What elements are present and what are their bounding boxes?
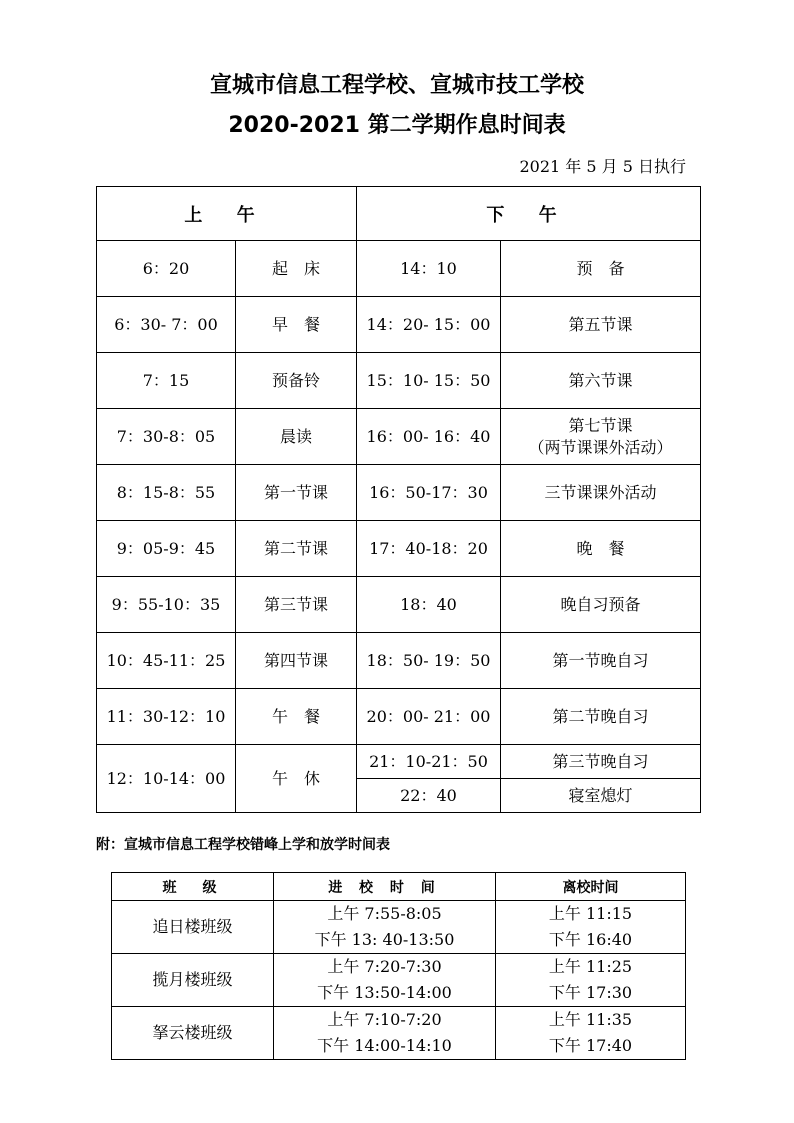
schedule-row [97,241,701,297]
arrival-afternoon: 下午 14:00-14:10 [317,1036,452,1055]
class-name: 揽月楼班级 [112,954,274,1007]
morning-time: 12：10-14：00 [97,745,236,813]
arrival-afternoon: 下午 13:50-14:00 [317,983,452,1002]
afternoon-event: 寝室熄灯 [501,779,701,813]
arrival-morning: 上午 7:55-8:05 [327,904,442,923]
departure-afternoon: 下午 17:30 [548,983,633,1002]
afternoon-event-label: 晚自习预备 [560,594,641,614]
afternoon-event [501,409,701,465]
morning-event: 第四节课 [236,633,357,689]
schedule-row [97,297,701,353]
morning-time: 9：05-9：45 [97,521,236,577]
departure-times [496,1007,686,1060]
stagger-row [112,1007,686,1060]
morning-event: 晨读 [236,409,357,465]
afternoon-event-note: （两节课课外活动） [528,437,673,457]
header-afternoon: 下 午 [357,187,701,241]
afternoon-event-label: 晚 餐 [576,538,625,558]
morning-time: 9：55-10：35 [97,577,236,633]
afternoon-time: 15：10- 15：50 [357,353,501,409]
stagger-row [112,901,686,954]
afternoon-time: 22：40 [357,779,501,813]
departure-times [496,954,686,1007]
afternoon-event-label: 第六节课 [568,370,633,390]
afternoon-time: 21：10-21：50 [357,745,501,779]
morning-event: 午 餐 [236,689,357,745]
morning-time: 8：15-8：55 [97,465,236,521]
afternoon-event [501,577,701,633]
afternoon-event-label: 预 备 [576,258,625,278]
morning-time: 10：45-11：25 [97,633,236,689]
class-name: 拏云楼班级 [112,1007,274,1060]
afternoon-time: 20：00- 21：00 [357,689,501,745]
schedule-row [97,465,701,521]
afternoon-event-label: 第二节晚自习 [552,706,649,726]
afternoon-event [501,297,701,353]
morning-time: 6：30- 7：00 [97,297,236,353]
schedule-row [97,689,701,745]
afternoon-time: 18：40 [357,577,501,633]
header-morning: 上 午 [97,187,357,241]
header-arrival: 进 校 时 间 [274,873,496,901]
afternoon-event: 第三节晚自习 [501,745,701,779]
morning-time: 11：30-12：10 [97,689,236,745]
schedule-row [97,409,701,465]
header-class: 班 级 [112,873,274,901]
schedule-row [97,521,701,577]
morning-event: 午 休 [236,745,357,813]
afternoon-event-label: 三节课课外活动 [544,482,657,502]
afternoon-event-label: 第七节课 [568,415,633,435]
schedule-row [97,745,701,779]
morning-event: 第一节课 [236,465,357,521]
departure-morning: 上午 11:25 [548,957,633,976]
stagger-row [112,954,686,1007]
afternoon-event [501,353,701,409]
departure-afternoon: 下午 17:40 [548,1036,633,1055]
arrival-morning: 上午 7:10-7:20 [327,1010,442,1029]
departure-morning: 上午 11:15 [548,904,633,923]
class-name: 追日楼班级 [112,901,274,954]
afternoon-event [501,633,701,689]
document-subtitle: 2020-2021 第二学期作息时间表 [228,113,566,138]
morning-event: 第二节课 [236,521,357,577]
afternoon-time: 16：50-17：30 [357,465,501,521]
departure-times [496,901,686,954]
morning-event: 起 床 [236,241,357,297]
morning-time: 7：15 [97,353,236,409]
departure-afternoon: 下午 16:40 [548,930,633,949]
arrival-times [274,954,496,1007]
arrival-times [274,901,496,954]
schedule-row [97,577,701,633]
schedule-row [97,633,701,689]
afternoon-time: 14：20- 15：00 [357,297,501,353]
afternoon-event [501,241,701,297]
afternoon-time: 18：50- 19：50 [357,633,501,689]
morning-event: 第三节课 [236,577,357,633]
morning-time: 6：20 [97,241,236,297]
stagger-table [111,872,686,1060]
afternoon-event-label: 第五节课 [568,314,633,334]
afternoon-event [501,521,701,577]
afternoon-event [501,465,701,521]
morning-event: 预备铃 [236,353,357,409]
schedule-table [96,186,701,813]
afternoon-time: 14：10 [357,241,501,297]
arrival-afternoon: 下午 13: 40-13:50 [314,930,455,949]
schedule-row [97,353,701,409]
appendix-title: 附：宣城市信息工程学校错峰上学和放学时间表 [96,837,390,853]
header-departure: 离校时间 [496,873,686,901]
arrival-times [274,1007,496,1060]
execution-date: 2021 年 5 月 5 日执行 [519,157,686,176]
morning-event: 早 餐 [236,297,357,353]
morning-time: 7：30-8：05 [97,409,236,465]
arrival-morning: 上午 7:20-7:30 [327,957,442,976]
afternoon-time: 16：00- 16：40 [357,409,501,465]
afternoon-time: 17：40-18：20 [357,521,501,577]
afternoon-event [501,689,701,745]
departure-morning: 上午 11:35 [548,1010,633,1029]
document-title: 宣城市信息工程学校、宣城市技工学校 [209,73,584,98]
afternoon-event-label: 第一节晚自习 [552,650,649,670]
